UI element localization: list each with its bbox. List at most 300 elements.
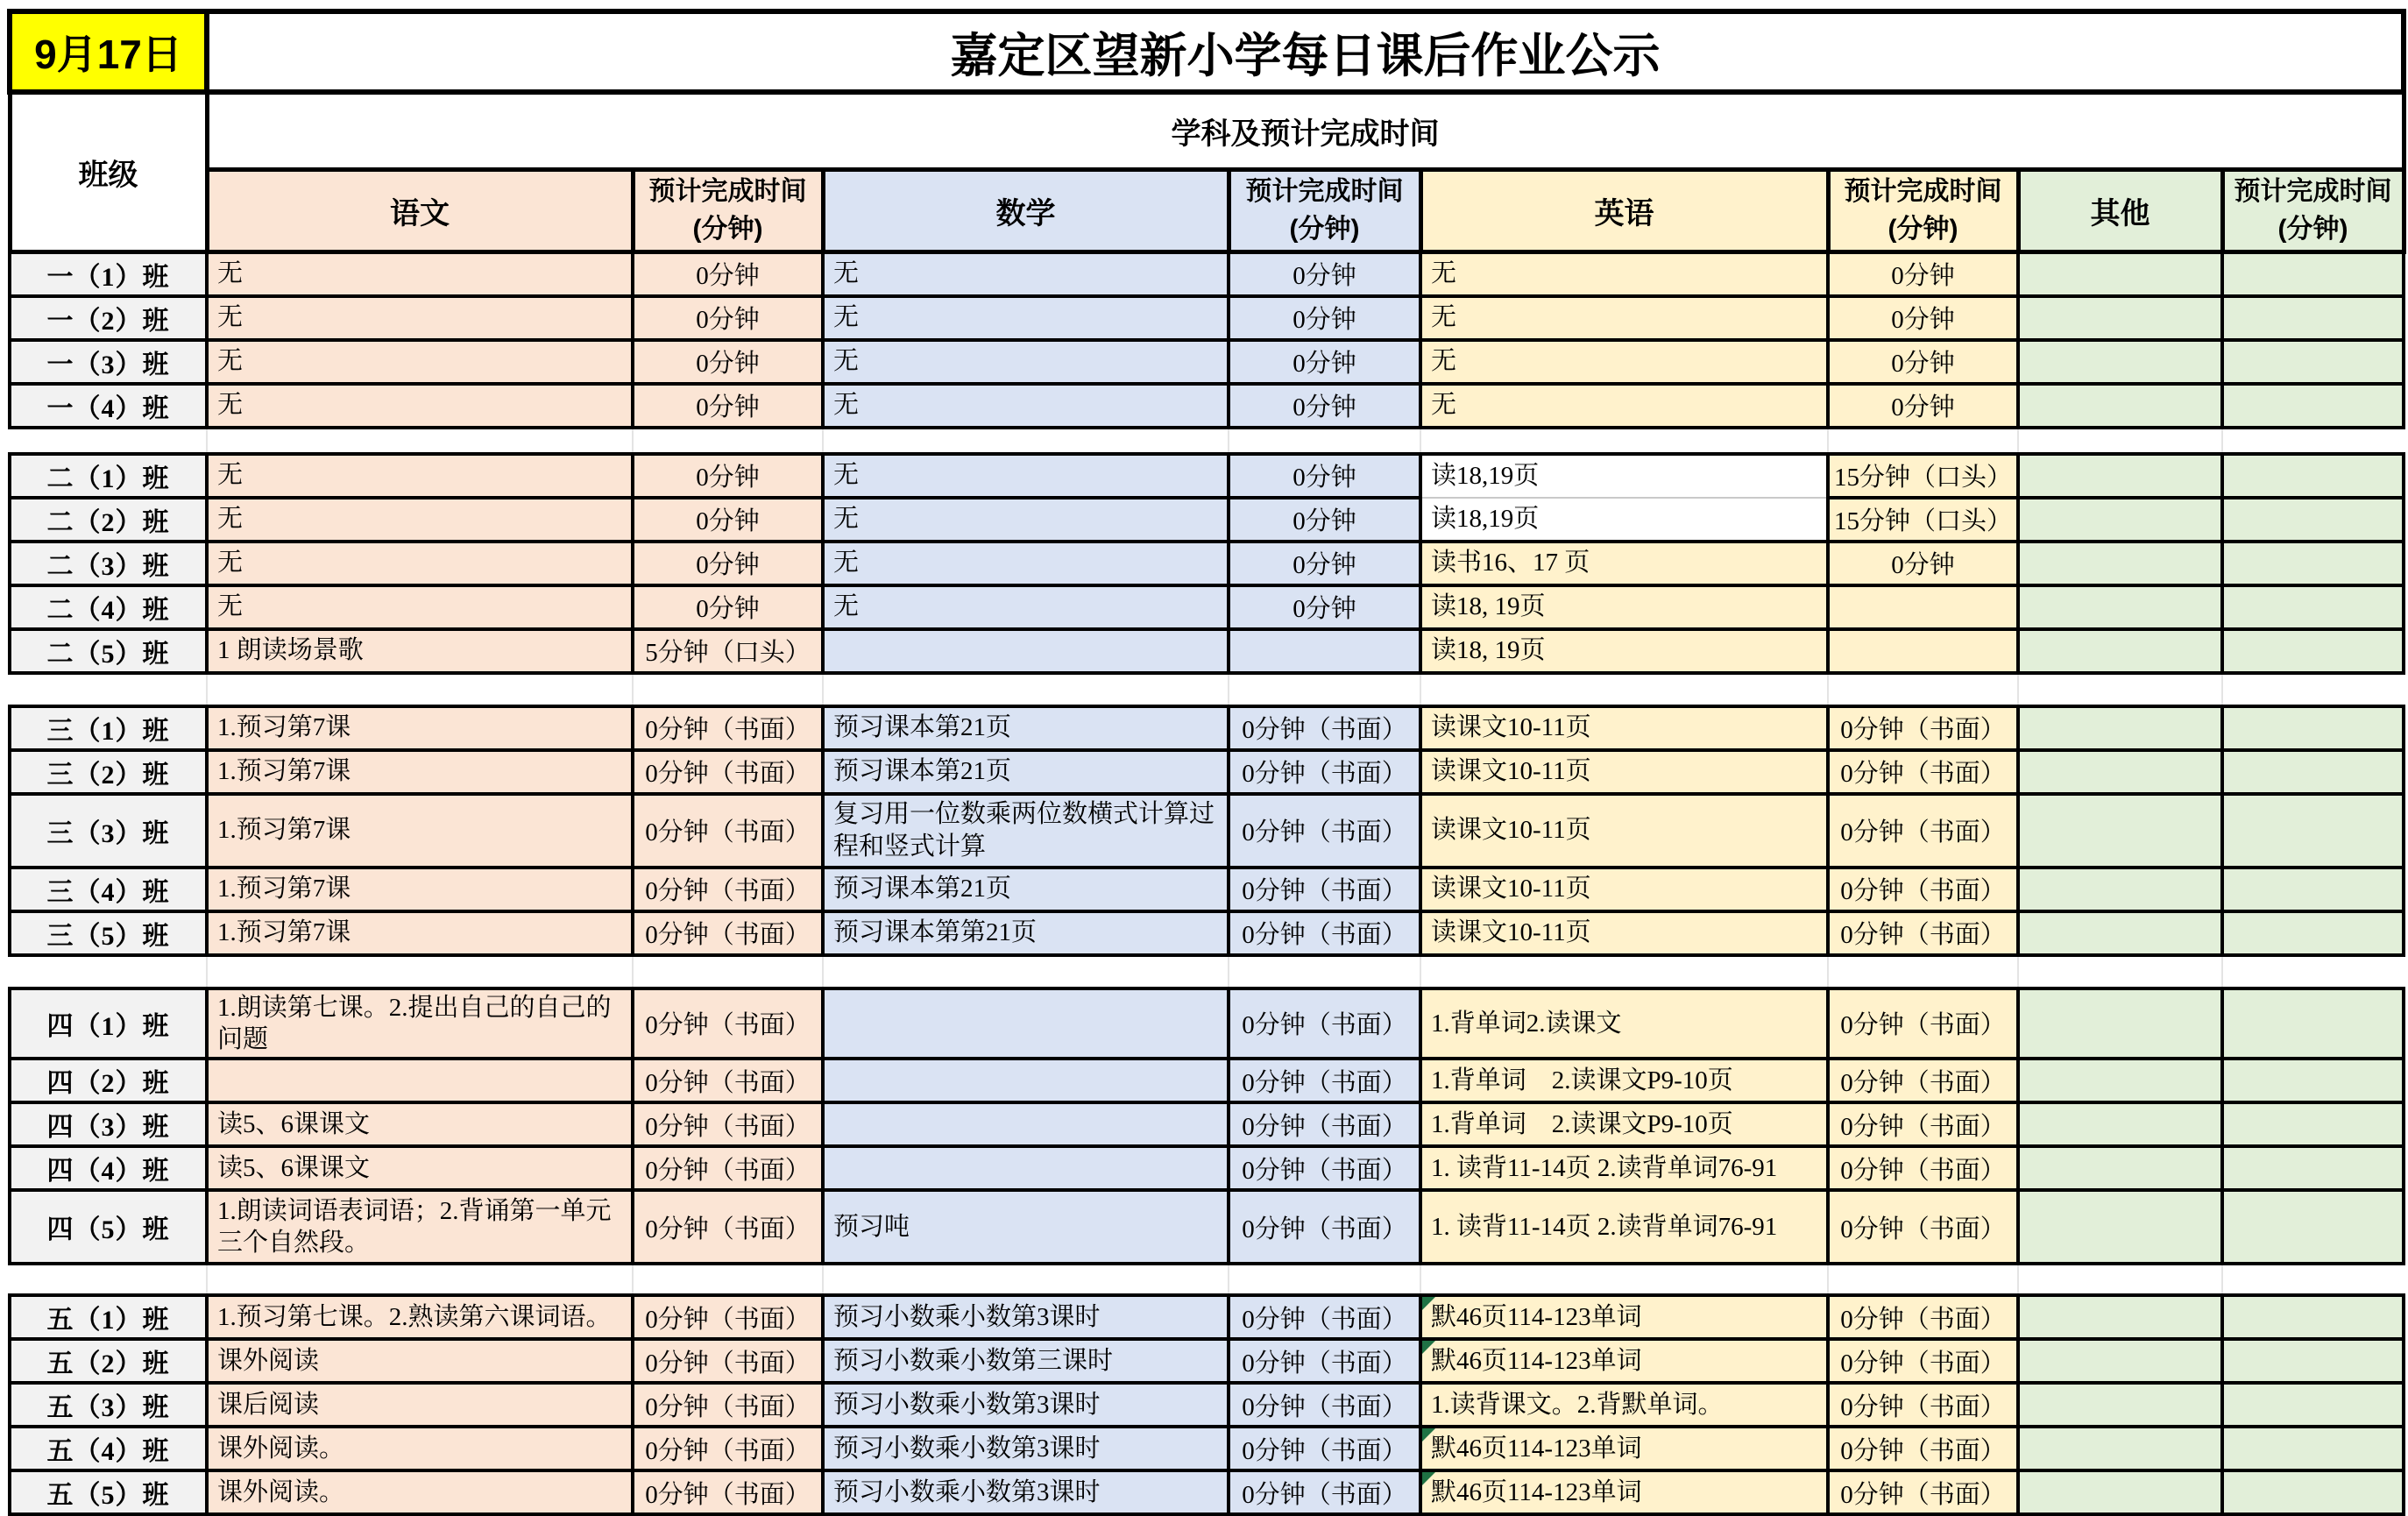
time-cell-chinese <box>633 1295 823 1339</box>
time-cell-english <box>1828 384 2018 428</box>
homework-cell-math <box>823 1102 1229 1146</box>
homework-cell-chinese <box>207 1102 633 1146</box>
homework-cell-english-text: 读书16、17 页 <box>1431 549 1590 577</box>
time-cell-english-text: 0分钟 <box>1891 306 1955 334</box>
class-label-cell <box>10 750 207 794</box>
time-cell-english <box>1828 251 2018 296</box>
class-label-cell-text: 四（1）班 <box>46 1011 170 1041</box>
homework-cell-math-text: 无 <box>833 259 860 288</box>
gap-cell <box>1229 955 1420 988</box>
homework-cell-chinese-text: 读5、6课课文 <box>217 1109 371 1138</box>
class-label-cell <box>10 1295 207 1339</box>
class-label-cell-text: 三（2）班 <box>46 760 170 790</box>
cell-flag-triangle-icon <box>1422 1428 1435 1442</box>
time-cell-chinese-text: 0分钟 <box>696 507 760 535</box>
homework-cell-math <box>823 542 1229 585</box>
time-cell-math <box>1229 1470 1420 1514</box>
homework-cell-math <box>823 585 1229 629</box>
time-cell-other <box>2222 911 2404 955</box>
time-cell-math-text: 0分钟（书面） <box>1242 716 1407 744</box>
gap-cell <box>633 428 823 454</box>
homework-cell-other <box>2018 340 2222 384</box>
class-row <box>10 1470 2404 1514</box>
gap-cell <box>207 673 633 706</box>
time-header-chinese <box>633 169 823 251</box>
homework-cell-math-text: 预习课本第21页 <box>833 757 1012 786</box>
time-cell-english-text: 0分钟（书面） <box>1840 716 2006 744</box>
homework-cell-english <box>1420 296 1828 340</box>
homework-cell-english-text: 默46页114-123单词 <box>1431 1346 1642 1375</box>
gap-cell <box>633 955 823 988</box>
homework-cell-other <box>2018 911 2222 955</box>
time-cell-english-text: 0分钟 <box>1891 551 1955 579</box>
time-cell-english-text: 0分钟（书面） <box>1840 1480 2006 1509</box>
time-cell-math-text: 0分钟 <box>1293 350 1356 378</box>
time-cell-chinese-text: 0分钟（书面） <box>645 1436 811 1465</box>
class-label-cell <box>10 296 207 340</box>
gap-cell <box>1420 673 1828 706</box>
time-cell-math-text: 0分钟（书面） <box>1242 1480 1407 1509</box>
class-row <box>10 1059 2404 1102</box>
time-cell-english <box>1828 911 2018 955</box>
time-cell-math <box>1229 498 1420 542</box>
class-label-cell-text: 五（2）班 <box>46 1350 170 1378</box>
homework-cell-english-text: 读课文10-11页 <box>1431 918 1591 947</box>
time-cell-math <box>1229 340 1420 384</box>
homework-cell-math-text: 无 <box>833 505 860 534</box>
homework-cell-chinese <box>207 868 633 911</box>
homework-cell-math <box>823 911 1229 955</box>
time-cell-math <box>1229 251 1420 296</box>
class-label-cell-text: 三（4）班 <box>46 877 170 907</box>
homework-cell-math-text: 无 <box>833 347 860 376</box>
class-row <box>10 1383 2404 1427</box>
homework-cell-chinese <box>207 911 633 955</box>
time-cell-math <box>1229 911 1420 955</box>
time-cell-other <box>2222 542 2404 585</box>
homework-cell-chinese <box>207 1295 633 1339</box>
class-label-cell <box>10 868 207 911</box>
homework-cell-english <box>1420 498 1828 542</box>
time-cell-chinese <box>633 750 823 794</box>
time-cell-english <box>1828 629 2018 673</box>
time-cell-math <box>1229 706 1420 750</box>
homework-cell-other <box>2018 542 2222 585</box>
homework-cell-other <box>2018 629 2222 673</box>
time-cell-chinese-text: 0分钟 <box>696 350 760 378</box>
grade-group-gap-row <box>10 955 2404 988</box>
homework-cell-chinese <box>207 750 633 794</box>
time-cell-chinese <box>633 251 823 296</box>
homework-cell-chinese <box>207 629 633 673</box>
gap-cell <box>2222 955 2404 988</box>
class-label-cell <box>10 251 207 296</box>
class-label-cell <box>10 1146 207 1190</box>
time-cell-math <box>1229 1383 1420 1427</box>
homework-cell-chinese <box>207 454 633 498</box>
class-label-cell <box>10 1470 207 1514</box>
gap-cell <box>10 673 207 706</box>
time-cell-chinese <box>633 1059 823 1102</box>
homework-cell-english <box>1420 988 1828 1059</box>
time-cell-math <box>1229 1427 1420 1470</box>
time-cell-english <box>1828 750 2018 794</box>
cell-flag-triangle-icon <box>1422 1297 1435 1310</box>
homework-cell-chinese <box>207 1059 633 1102</box>
homework-cell-english <box>1420 1383 1828 1427</box>
time-cell-chinese-text: 0分钟（书面） <box>645 1215 811 1243</box>
class-label-cell <box>10 1383 207 1427</box>
time-cell-english <box>1828 1427 2018 1470</box>
class-label-cell <box>10 629 207 673</box>
homework-cell-math <box>823 251 1229 296</box>
time-cell-english-text: 0分钟（书面） <box>1840 818 2006 847</box>
time-cell-math-text: 0分钟 <box>1293 551 1356 579</box>
class-label-cell-text: 五（1）班 <box>46 1306 170 1335</box>
homework-cell-math-text: 无 <box>833 592 860 621</box>
homework-cell-english <box>1420 1470 1828 1514</box>
class-label-cell-text: 五（3）班 <box>46 1393 170 1422</box>
time-cell-english <box>1828 454 2018 498</box>
time-cell-english-text: 0分钟（书面） <box>1840 921 2006 949</box>
homework-cell-chinese-text: 无 <box>217 259 244 288</box>
time-cell-math-text: 0分钟（书面） <box>1242 877 1407 905</box>
time-cell-chinese-text: 0分钟（书面） <box>645 1068 811 1097</box>
time-cell-math-text: 0分钟（书面） <box>1242 1305 1407 1334</box>
time-cell-other <box>2222 1146 2404 1190</box>
homework-cell-math <box>823 988 1229 1059</box>
homework-cell-math <box>823 1059 1229 1102</box>
homework-cell-english <box>1420 794 1828 868</box>
homework-cell-math <box>823 794 1229 868</box>
time-cell-other <box>2222 454 2404 498</box>
homework-cell-math <box>823 296 1229 340</box>
homework-cell-math-text: 无 <box>833 461 860 490</box>
homework-cell-chinese-text: 1.预习第7课 <box>217 816 351 845</box>
homework-cell-chinese-text: 无 <box>217 303 244 332</box>
homework-cell-other <box>2018 1470 2222 1514</box>
homework-cell-math-text: 预习小数乘小数第3课时 <box>833 1477 1101 1506</box>
time-cell-english-text: 0分钟（书面） <box>1840 760 2006 788</box>
homework-cell-other <box>2018 1190 2222 1264</box>
time-cell-chinese-text: 0分钟（书面） <box>645 1392 811 1421</box>
time-cell-other <box>2222 296 2404 340</box>
homework-cell-math-text: 无 <box>833 303 860 332</box>
gap-cell <box>823 955 1229 988</box>
homework-cell-math-text: 预习小数乘小数第3课时 <box>833 1390 1101 1419</box>
homework-cell-math <box>823 706 1229 750</box>
class-row <box>10 498 2404 542</box>
class-label-cell-text: 四（3）班 <box>46 1113 170 1142</box>
class-row <box>10 454 2404 498</box>
gap-cell <box>633 1264 823 1295</box>
time-cell-english <box>1828 296 2018 340</box>
homework-cell-chinese-text: 课外阅读。 <box>217 1434 345 1463</box>
homework-cell-english <box>1420 340 1828 384</box>
time-cell-chinese-text: 0分钟（书面） <box>645 1112 811 1141</box>
cell-flag-triangle-icon <box>1422 1472 1435 1485</box>
time-cell-chinese <box>633 1190 823 1264</box>
time-header-line2: (分钟) <box>1887 215 1958 244</box>
time-cell-math <box>1229 1059 1420 1102</box>
time-header-english <box>1828 169 2018 251</box>
class-label-cell <box>10 706 207 750</box>
homework-cell-chinese-text: 课后阅读 <box>217 1390 320 1419</box>
time-cell-english-text: 0分钟（书面） <box>1840 1156 2006 1185</box>
class-label-cell-text: 三（1）班 <box>46 716 170 746</box>
class-label-cell <box>10 384 207 428</box>
class-label-cell-text: 五（4）班 <box>46 1437 170 1466</box>
time-cell-chinese-text: 0分钟（书面） <box>645 716 811 744</box>
homework-cell-chinese-text: 无 <box>217 347 244 376</box>
time-cell-chinese-text: 0分钟（书面） <box>645 1480 811 1509</box>
homework-cell-other <box>2018 1295 2222 1339</box>
homework-cell-chinese-text: 无 <box>217 461 244 490</box>
class-label-cell <box>10 794 207 868</box>
class-label-cell-text: 三（5）班 <box>46 921 170 951</box>
class-row <box>10 1146 2404 1190</box>
homework-cell-chinese <box>207 794 633 868</box>
time-cell-chinese <box>633 1470 823 1514</box>
gap-cell <box>10 428 207 454</box>
time-cell-other <box>2222 988 2404 1059</box>
homework-cell-english <box>1420 454 1828 498</box>
gap-cell <box>10 955 207 988</box>
homework-cell-math-text: 预习课本第21页 <box>833 713 1012 742</box>
class-label-cell-text: 一（1）班 <box>46 262 170 292</box>
class-label-cell-text: 四（4）班 <box>46 1157 170 1186</box>
class-row <box>10 1295 2404 1339</box>
time-cell-other <box>2222 629 2404 673</box>
time-cell-math-text: 0分钟（书面） <box>1242 1068 1407 1097</box>
homework-cell-english-text: 读18, 19页 <box>1431 592 1546 621</box>
homework-cell-other <box>2018 296 2222 340</box>
time-cell-english <box>1828 1339 2018 1383</box>
date-cell: 9月17日 <box>10 11 207 92</box>
homework-cell-chinese-text: 无 <box>217 549 244 577</box>
class-label-cell-text: 三（3）班 <box>46 818 170 848</box>
homework-cell-other <box>2018 1146 2222 1190</box>
time-cell-chinese <box>633 1427 823 1470</box>
homework-cell-chinese-text: 课外阅读。 <box>217 1477 345 1506</box>
time-cell-english <box>1828 706 2018 750</box>
subject-header-chinese: 语文 <box>207 169 633 251</box>
homework-cell-english-text: 读18,19页 <box>1431 461 1540 490</box>
gap-cell <box>207 955 633 988</box>
gap-cell <box>1828 1264 2018 1295</box>
class-label-cell-text: 二（3）班 <box>46 551 170 581</box>
time-cell-english <box>1828 585 2018 629</box>
time-cell-chinese-text: 0分钟 <box>696 306 760 334</box>
time-cell-other <box>2222 1339 2404 1383</box>
time-cell-chinese <box>633 340 823 384</box>
homework-cell-math <box>823 1339 1229 1383</box>
homework-cell-english <box>1420 1427 1828 1470</box>
homework-cell-chinese <box>207 384 633 428</box>
homework-cell-english-text: 1.背单词 2.读课文P9-10页 <box>1431 1109 1733 1138</box>
class-label-cell-text: 四（5）班 <box>46 1215 170 1244</box>
time-cell-other <box>2222 1295 2404 1339</box>
time-cell-math-text: 0分钟 <box>1293 464 1356 492</box>
class-row <box>10 911 2404 955</box>
class-row <box>10 629 2404 673</box>
class-label-cell <box>10 542 207 585</box>
homework-cell-english <box>1420 251 1828 296</box>
time-cell-chinese-text: 0分钟（书面） <box>645 760 811 788</box>
class-row <box>10 1102 2404 1146</box>
homework-cell-chinese-text: 1.预习第7课 <box>217 757 351 786</box>
time-cell-math-text: 0分钟 <box>1293 507 1356 535</box>
gap-cell <box>823 428 1229 454</box>
time-cell-other <box>2222 868 2404 911</box>
homework-cell-other <box>2018 988 2222 1059</box>
homework-cell-math-text: 复习用一位数乘两位数横式计算过程和竖式计算 <box>833 800 1215 861</box>
gap-cell <box>2018 428 2222 454</box>
time-cell-english-text: 0分钟（书面） <box>1840 877 2006 905</box>
class-row <box>10 384 2404 428</box>
time-cell-math <box>1229 1190 1420 1264</box>
homework-cell-math <box>823 340 1229 384</box>
time-cell-math <box>1229 1339 1420 1383</box>
homework-cell-chinese-text: 1 朗读场景歌 <box>217 636 364 665</box>
time-cell-math <box>1229 794 1420 868</box>
time-cell-math-text: 0分钟 <box>1293 393 1356 422</box>
time-cell-chinese-text: 0分钟（书面） <box>645 921 811 949</box>
homework-cell-chinese <box>207 988 633 1059</box>
homework-cell-chinese <box>207 251 633 296</box>
time-cell-math-text: 0分钟（书面） <box>1242 1112 1407 1141</box>
time-header-other <box>2222 169 2404 251</box>
time-cell-other <box>2222 1383 2404 1427</box>
homework-cell-math <box>823 384 1229 428</box>
homework-cell-other <box>2018 585 2222 629</box>
homework-cell-chinese <box>207 1146 633 1190</box>
class-row <box>10 585 2404 629</box>
time-cell-math-text: 0分钟（书面） <box>1242 760 1407 788</box>
homework-cell-math <box>823 1146 1229 1190</box>
time-cell-other <box>2222 340 2404 384</box>
homework-cell-english-text: 默46页114-123单词 <box>1431 1302 1642 1331</box>
class-label-cell-text: 二（2）班 <box>46 507 170 537</box>
homework-cell-english-text: 读课文10-11页 <box>1431 713 1591 742</box>
time-cell-math-text: 0分钟（书面） <box>1242 1436 1407 1465</box>
homework-cell-english-text: 无 <box>1431 259 1457 288</box>
time-cell-chinese-text: 0分钟 <box>696 262 760 290</box>
class-label-cell <box>10 498 207 542</box>
homework-cell-other <box>2018 706 2222 750</box>
subtitle-cell: 学科及预计完成时间 <box>207 92 2404 169</box>
gap-cell <box>207 428 633 454</box>
time-header-math <box>1229 169 1420 251</box>
class-label-cell <box>10 988 207 1059</box>
time-cell-math <box>1229 868 1420 911</box>
homework-cell-other <box>2018 868 2222 911</box>
homework-cell-chinese <box>207 1339 633 1383</box>
time-cell-math-text: 0分钟（书面） <box>1242 1349 1407 1378</box>
time-cell-math-text: 0分钟（书面） <box>1242 1215 1407 1243</box>
grade-group-gap-row <box>10 673 2404 706</box>
class-row <box>10 794 2404 868</box>
homework-cell-chinese <box>207 1383 633 1427</box>
time-cell-chinese-text: 0分钟（书面） <box>645 1305 811 1334</box>
time-cell-math-text: 0分钟（书面） <box>1242 1156 1407 1185</box>
time-cell-chinese <box>633 585 823 629</box>
homework-cell-chinese <box>207 1470 633 1514</box>
gap-cell <box>10 1264 207 1295</box>
class-label-cell-text: 四（2）班 <box>46 1069 170 1098</box>
class-label-cell <box>10 1190 207 1264</box>
homework-cell-math-text: 预习小数乘小数第三课时 <box>833 1346 1114 1375</box>
gap-cell <box>1420 955 1828 988</box>
time-cell-other <box>2222 706 2404 750</box>
class-label-cell <box>10 1059 207 1102</box>
homework-cell-math <box>823 1470 1229 1514</box>
class-row <box>10 340 2404 384</box>
time-cell-math <box>1229 1146 1420 1190</box>
time-cell-other <box>2222 585 2404 629</box>
class-row <box>10 1339 2404 1383</box>
homework-cell-chinese-text: 1.预习第7课 <box>217 875 351 903</box>
time-cell-chinese-text: 0分钟（书面） <box>645 1156 811 1185</box>
time-cell-english <box>1828 1059 2018 1102</box>
homework-cell-chinese-text: 无 <box>217 505 244 534</box>
homework-cell-english <box>1420 1190 1828 1264</box>
time-cell-english-text: 0分钟（书面） <box>1840 1112 2006 1141</box>
time-cell-other <box>2222 498 2404 542</box>
homework-cell-math-text: 预习小数乘小数第3课时 <box>833 1302 1101 1331</box>
class-label-cell-text: 五（5）班 <box>46 1481 170 1510</box>
gap-cell <box>2018 955 2222 988</box>
time-cell-english-text: 0分钟（书面） <box>1840 1068 2006 1097</box>
time-cell-chinese <box>633 1102 823 1146</box>
homework-cell-english <box>1420 1295 1828 1339</box>
homework-cell-english <box>1420 706 1828 750</box>
time-cell-english <box>1828 1190 2018 1264</box>
homework-cell-english-text: 1. 读背11-14页 2.读背单词76-91 <box>1431 1212 1778 1241</box>
cell-flag-triangle-icon <box>1422 1341 1435 1354</box>
homework-cell-english-text: 1. 读背11-14页 2.读背单词76-91 <box>1431 1153 1778 1182</box>
homework-cell-english-text: 读课文10-11页 <box>1431 875 1591 903</box>
homework-cell-math <box>823 498 1229 542</box>
class-row <box>10 868 2404 911</box>
homework-cell-english-text: 1.读背课文。2.背默单词。 <box>1431 1390 1724 1419</box>
time-cell-chinese <box>633 454 823 498</box>
time-cell-english-text: 0分钟（书面） <box>1840 1349 2006 1378</box>
class-label-cell-text: 二（4）班 <box>46 595 170 625</box>
homework-cell-math-text: 预习课本第第21页 <box>833 918 1038 947</box>
time-cell-english <box>1828 498 2018 542</box>
time-cell-other <box>2222 1059 2404 1102</box>
homework-cell-english <box>1420 1146 1828 1190</box>
time-header-line1: 预计完成时间 <box>2234 176 2392 206</box>
homework-cell-chinese-text: 1.朗读词语表词语；2.背诵第一单元三个自然段。 <box>217 1196 612 1257</box>
homework-cell-chinese <box>207 706 633 750</box>
time-cell-chinese <box>633 629 823 673</box>
page-title: 嘉定区望新小学每日课后作业公示 <box>207 11 2404 92</box>
homework-cell-math <box>823 1427 1229 1470</box>
homework-cell-english-text: 默46页114-123单词 <box>1431 1434 1642 1463</box>
class-row <box>10 706 2404 750</box>
homework-cell-chinese-text: 无 <box>217 391 244 420</box>
time-cell-english-text: 15分钟（口头） <box>1833 464 2012 492</box>
homework-cell-english <box>1420 1102 1828 1146</box>
class-label-cell <box>10 911 207 955</box>
time-cell-english <box>1828 542 2018 585</box>
time-cell-english <box>1828 1146 2018 1190</box>
gap-cell <box>2222 1264 2404 1295</box>
homework-cell-english-text: 读18,19页 <box>1431 504 1540 533</box>
class-row <box>10 1427 2404 1470</box>
